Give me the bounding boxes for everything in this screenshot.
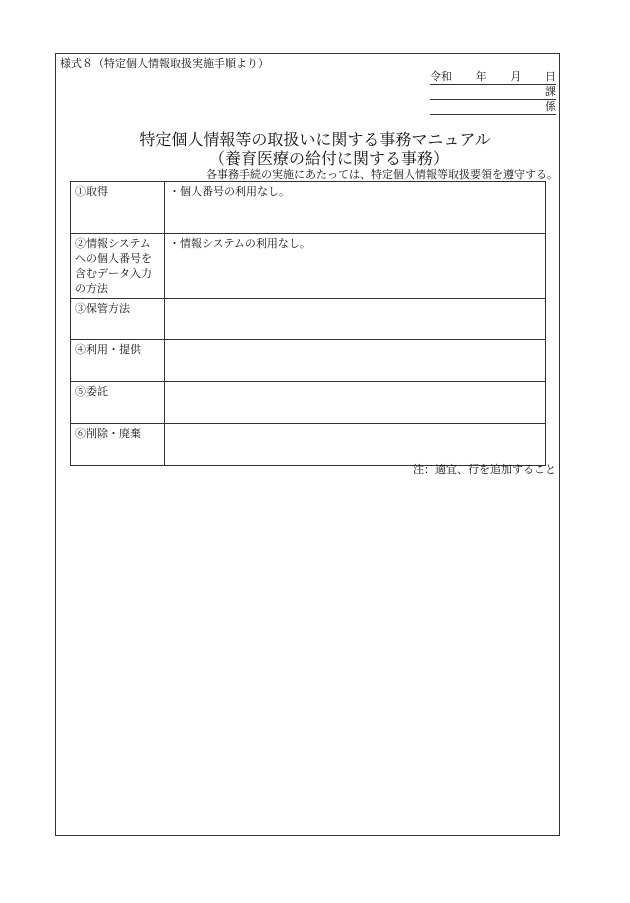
row-label: ⑤委託 [71, 382, 165, 424]
row-label: ②情報システムへの個人番号を含むデータ入力の方法 [71, 234, 165, 299]
table-row [71, 340, 546, 382]
compliance-note: 各事務手続の実施にあたっては、特定個人情報等取扱要領を遵守する。 [206, 168, 558, 181]
row-content[interactable]: ・情報システムの利用なし。 [165, 234, 546, 299]
date-year: 年 [475, 70, 487, 83]
date-line [430, 70, 556, 85]
row-label: ③保管方法 [71, 299, 165, 340]
date-era: 令和 [430, 70, 452, 83]
row-content[interactable] [165, 382, 546, 424]
table-row [71, 234, 546, 299]
unit-label: 係 [545, 100, 556, 113]
table-row [71, 182, 546, 234]
row-label: ①取得 [71, 182, 165, 234]
manual-table [70, 181, 546, 466]
table-row [71, 382, 546, 424]
section-line [430, 85, 556, 100]
form-label: 様式８（特定個人情報取扱実施手順より） [60, 57, 269, 70]
table-row [71, 424, 546, 466]
date-day: 日 [544, 70, 556, 83]
date-block [430, 70, 556, 115]
row-content[interactable] [165, 299, 546, 340]
row-label: ④利用・提供 [71, 340, 165, 382]
row-content[interactable] [165, 424, 546, 466]
row-content[interactable]: ・個人番号の利用なし。 [165, 182, 546, 234]
document-subtitle: （養育医療の給付に関する事務） [208, 149, 449, 168]
row-label: ⑥削除・廃棄 [71, 424, 165, 466]
document-title: 特定個人情報等の取扱いに関する事務マニュアル [139, 130, 491, 149]
row-content[interactable] [165, 340, 546, 382]
add-rows-note: 注：適宜、行を追加すること [413, 463, 556, 476]
unit-line [430, 100, 556, 115]
section-label: 課 [545, 85, 556, 98]
table-row [71, 299, 546, 340]
date-month: 月 [510, 70, 522, 83]
